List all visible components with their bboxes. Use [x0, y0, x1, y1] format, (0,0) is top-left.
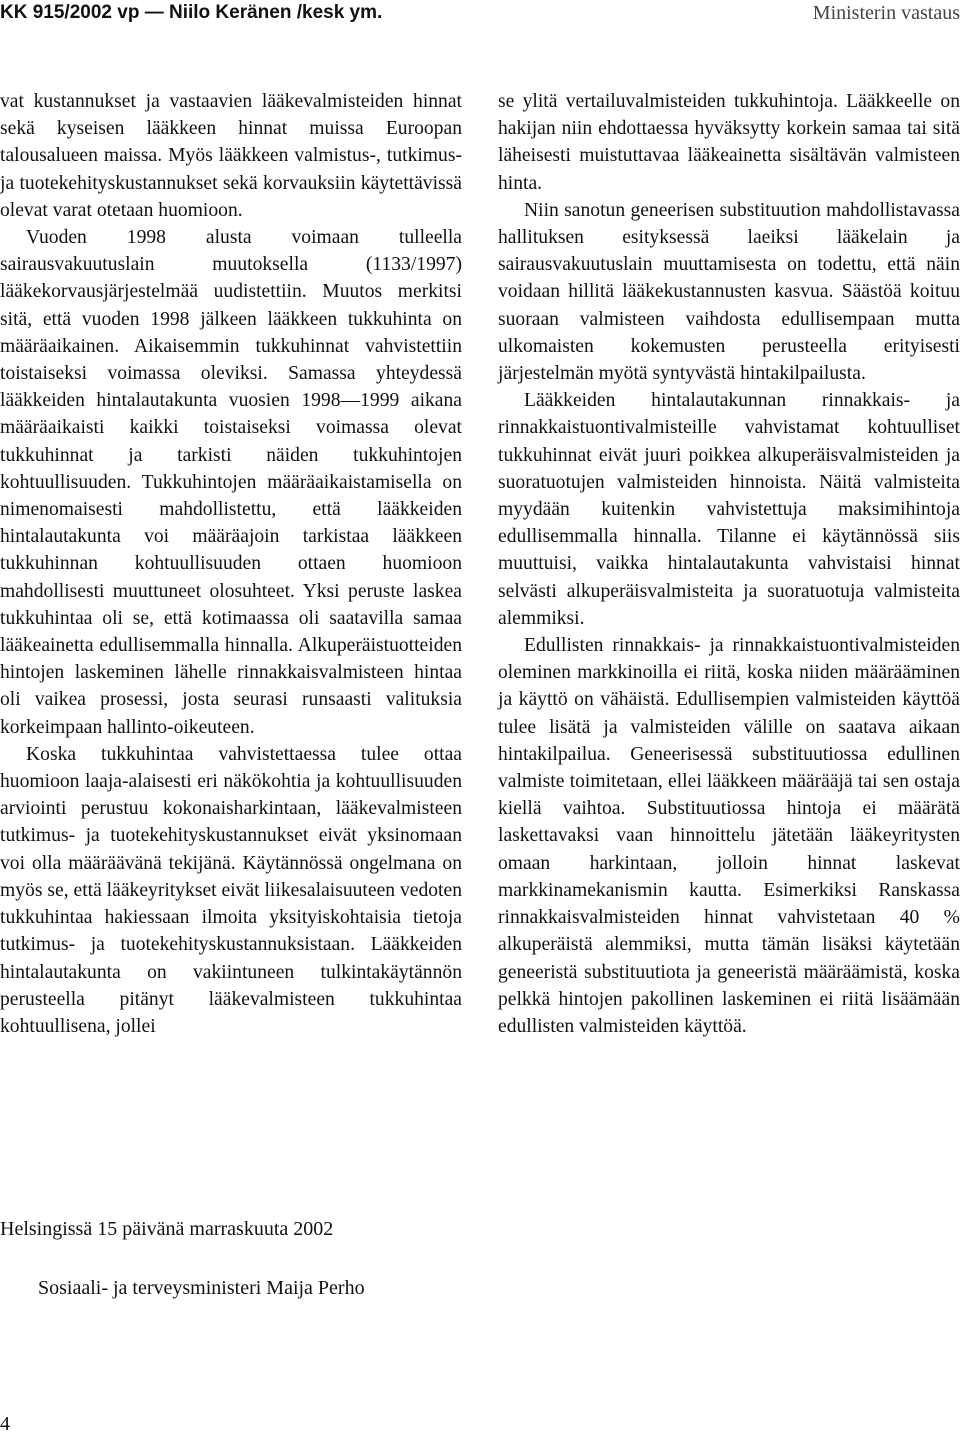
section-title: Ministerin vastaus [812, 2, 960, 24]
paragraph: vat kustannukset ja vastaavien lääkevalmisteiden hinnat sekä kyseisen lääkkeen hinnat muissa Euroopan talousalueen maissa. Myös lääkkeen valmistus-, tutkimus- ja tuotekehityskustannukset sekä korvauksiin käytettävissä olevat varat otetaan huomioon. [0, 91, 462, 221]
signer-name: Sosiaali- ja terveysministeri Maija Perho [38, 1277, 365, 1299]
page-number: 4 [0, 1413, 10, 1435]
right-column [498, 88, 960, 1040]
paragraph: Koska tukkuhintaa vahvistettaessa tulee ottaa huomioon laaja-alaisesti eri näkökohtia ja kohtuullisuuden arviointi perustuu kokonaisharkintaan, lääkevalmisteen tutkimus- ja tuotekehityskustannukset eivät yksinomaan voi olla määräävänä tekijänä. Käytännössä ongelmana on myös se, että lääkeyritykset eivät liikesalaisuuteen vedoten tukkuhintaa hakiessaan ilmoita yksityiskohtaisia tietoja tutkimus- ja tuotekehityskustannuksistaan. Lääkkeiden hintalautakunta on vakiintuneen tulkintakäytännön perusteella pitänyt lääkevalmisteen tukkuhintaa kohtuullisena, jollei [0, 743, 462, 1037]
page-header [0, 0, 960, 26]
paragraph: Edullisten rinnakkais- ja rinnakkaistuontivalmisteiden oleminen markkinoilla ei riitä, koska niiden määrääminen ja käyttö on vähäistä. Edullisempien valmisteiden käyttöä tulee lisätä ja valmisteiden välille on saatava aikaan hintakilpailua. Geneerisessä substituutiossa edullinen valmiste toimitetaan, ellei lääkkeen määrääjä tai sen ostaja kiellä vaihtoa. Substituutiossa hintoja ei määrätä laskettavaksi vaan hinnoittelu jätetään lääkeyritysten omaan harkintaan, jolloin hinnat laskevat markkinamekanismin kautta. Esimerkiksi Ranskassa rinnakkaisvalmisteiden hinnat vahvistetaan 40 % alkuperäistä alemmiksi, mutta tämän lisäksi käytetään geneeristä substituutiota ja geneeristä määräämistä, koska pelkkä hintojen pakollinen laskeminen ei riitä lisäämään edullisten valmisteiden käyttöä. [498, 635, 960, 1037]
paragraph: Niin sanotun geneerisen substituution mahdollistavassa hallituksen esityksessä laeiksi lääkelain ja sairausvakuutuslain muuttamisesta on todettu, että näin voidaan hillitä lääkekustannusten kasvua. Säästöä koituu suoraan valmisteen vaihdosta edullisempaan mutta ulkomaisten kokemusten perusteella erityisesti järjestelmän myötä syntyvästä hintakilpailusta. [498, 199, 960, 385]
document-id: KK 915/2002 vp — Niilo Keränen /kesk ym. [0, 2, 383, 23]
paragraph: Vuoden 1998 alusta voimaan tulleella sairausvakuutuslain muutoksella (1133/1997) lääkekorvausjärjestelmää uudistettiin. Muutos merkitsi sitä, että vuoden 1998 jälkeen lääkkeen tukkuhinta on määräaikainen. Aikaisemmin tukkuhinnat vahvistettiin toistaiseksi voimassa oleviksi. Samassa yhteydessä lääkkeiden hintalautakunta vuosien 1998—1999 aikana määräaikaisti kaikki toistaiseksi voimassa olevat tukkuhinnat ja tarkisti näiden tukkuhintojen kohtuullisuuden. Tukkuhintojen määräaikaistamisella on nimenomaisesti mahdollistettu, että lääkkeiden hintalautakunta voi määräajoin tarkistaa lääkkeen tukkuhinnan kohtuullisuuden ottaen huomioon mahdollisesti muuttuneet olosuhteet. Yksi peruste laskea tukkuhintaa oli se, että kotimaassa oli saatavilla samaa lääkeainetta edullisemmalla hinnalla. Alkuperäistuotteiden hintojen laskeminen lähelle rinnakkaisvalmisteen hintaa oli vaikea prosessi, josta seurasi runsaasti valituksia korkeimpaan hallinto-oikeuteen. [0, 227, 462, 738]
paragraph: Lääkkeiden hintalautakunnan rinnakkais- ja rinnakkaistuontivalmisteille vahvistamat kohtuulliset tukkuhinnat eivät juuri poikkea alkuperäisvalmisteiden ja suoratuotujen valmisteiden hinnoista. Näitä valmisteita myydään kuitenkin vahvistettuja maksimihintoja edullisemmalla hinnalla. Tilanne ei käytännössä siis muuttuisi, vaikka hintalautakunta vahvistaisi hinnat selvästi alkuperäisvalmisteita ja suoratuotuja valmisteita alemmiksi. [498, 390, 960, 629]
left-column [0, 88, 462, 1040]
paragraph: se ylitä vertailuvalmisteiden tukkuhintoja. Lääkkeelle on hakijan niin ehdottaessa hyväksytty korkein samaa tai sitä läheisesti muistuttavaa lääkeainetta sisältävän valmisteen hinta. [498, 91, 960, 194]
date-line: Helsingissä 15 päivänä marraskuuta 2002 [0, 1218, 334, 1240]
